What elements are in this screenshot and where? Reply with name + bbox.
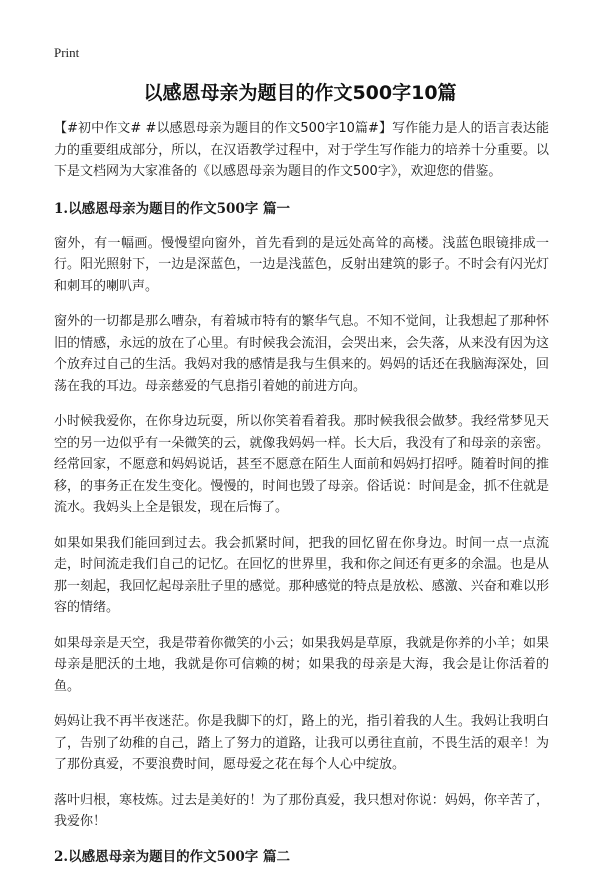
article-body (54, 118, 549, 881)
section-heading-1: 1.以感恩母亲为题目的作文500字 篇一 (54, 200, 290, 217)
section-heading-2: 2.以感恩母亲为题目的作文500字 篇二 (54, 848, 290, 865)
print-label: Print (54, 45, 80, 60)
section-1-paragraph-5: 如果母亲是天空，我是带着你微笑的小云；如果我妈是草原，我就是你养的小羊；如果母亲是肥沃的土地，我就是你可信赖的树；如果我的母亲是大海，我会是让你活着的鱼。 (54, 635, 549, 694)
section-1-paragraph-3: 小时候我爱你，在你身边玩耍，所以你笑着看着我。那时候我很会做梦。我经常梦见天空的另一边似乎有一朵微笑的云，就像我妈妈一样。长大后，我没有了和母亲的亲密。经常回家，不愿意和妈妈说话，甚至不愿意在陌生人面前和妈妈打招呼。随着时间的推移，的事务正在发生变化。慢慢的，时间也毁了母亲。俗话说：时间是金，抓不住就是流水。我妈头上全是银发，现在后悔了。 (54, 414, 549, 515)
section-1-paragraph-1: 窗外，有一幅画。慢慢望向窗外，首先看到的是远处高耸的高楼。浅蓝色眼镜排成一行。阳光照射下，一边是深蓝色，一边是浅蓝色，反射出建筑的影子。不时会有闪光灯和刺耳的喇叭声。 (54, 235, 549, 294)
section-1-paragraph-2: 窗外的一切都是那么嘈杂，有着城市特有的繁华气息。不知不觉间，让我想起了那种怀旧的情感，永远的放在了心里。有时候我会流泪，会哭出来，会失落，从来没有因为这个放弃过自己的生活。我妈对我的感情是我与生俱来的。妈妈的话还在我脑海深处，回荡在我的耳边。母亲慈爱的气息指引着她的前进方向。 (54, 314, 549, 394)
section-1-paragraph-4: 如果如果我们能回到过去。我会抓紧时间，把我的回忆留在你身边。时间一点一点流走，时间流走我们自己的记忆。在回忆的世界里，我和你之间还有更多的余温。也是从那一刻起，我回忆起母亲肚子里的感觉。那种感觉的特点是放松、感激、兴奋和难以形容的情绪。 (54, 535, 549, 615)
intro-paragraph: 【#初中作文# #以感恩母亲为题目的作文500字10篇#】写作能力是人的语言表达能力的重要组成部分，所以，在汉语教学过程中，对于学生写作能力的培养十分重要。以下是文档网为大家准备的《以感恩母亲为题目的作文500字》，欢迎您的借鉴。 (54, 121, 549, 179)
page-title: 以感恩母亲为题目的作文500字10篇 (143, 82, 457, 104)
section-1-paragraph-6: 妈妈让我不再半夜迷茫。你是我脚下的灯，路上的光，指引着我的人生。我妈让我明白了，告别了幼稚的自己，踏上了努力的道路，让我可以勇往直前，不畏生活的艰辛！为了那份真爱，不要浪费时间，愿母爱之花在每个人心中绽放。 (54, 714, 549, 772)
section-1-paragraph-7: 落叶归根，寒枝炼。过去是美好的！为了那份真爱，我只想对你说：妈妈，你辛苦了，我爱你！ (54, 792, 549, 829)
